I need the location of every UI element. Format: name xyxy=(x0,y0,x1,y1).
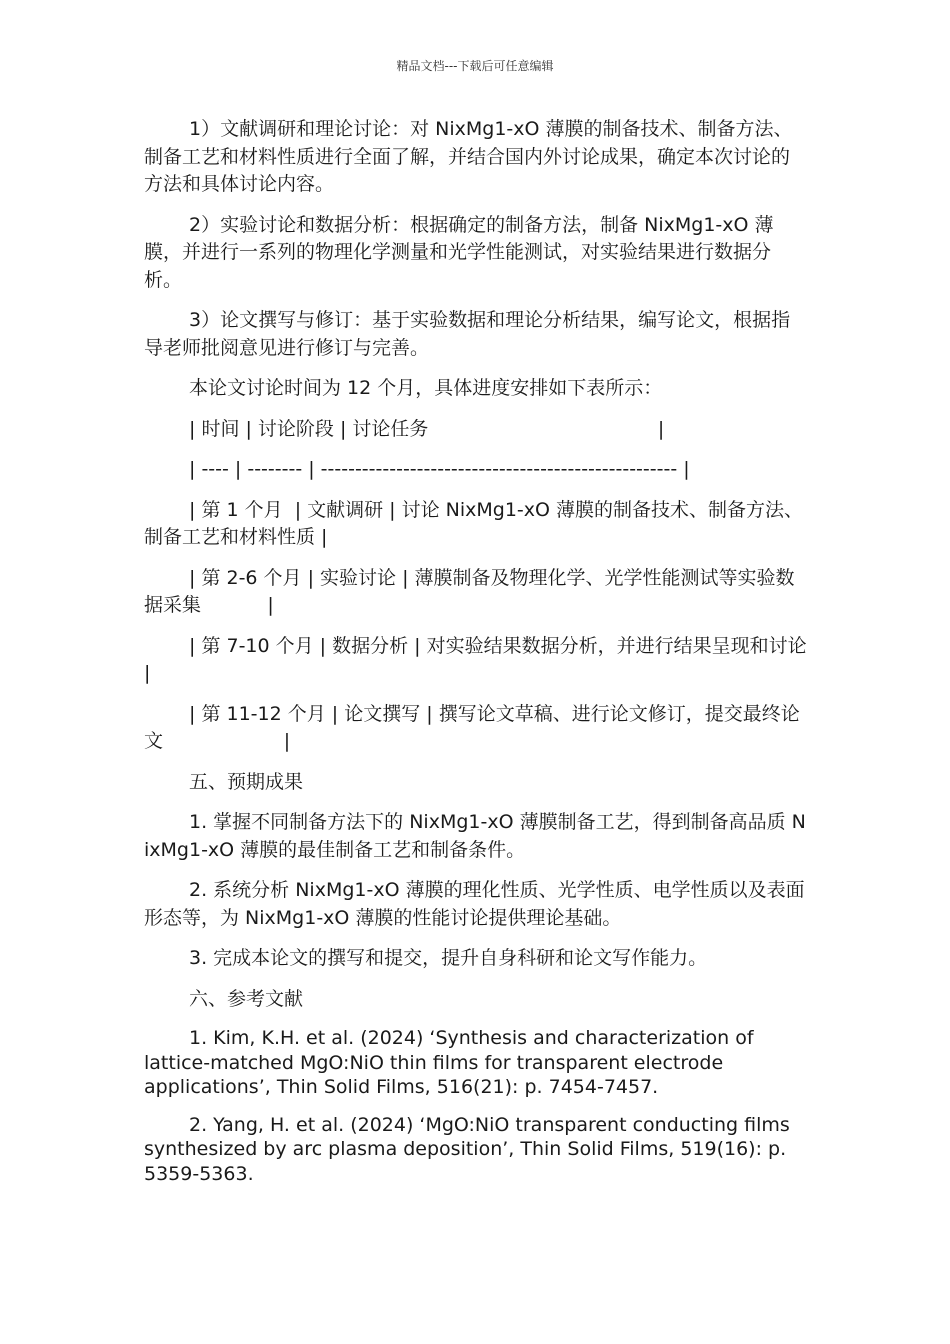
page-header: 精品文档---下载后可任意编辑 xyxy=(396,59,554,73)
reference-item: 2. Yang, H. et al. (2024) ‘MgO:NiO transparent conducting films synthesized by arc plasma deposition’, Thin Solid Films, 519(16): p. 5359-5363. xyxy=(144,1113,796,1185)
paragraph-method-2: 2）实验讨论和数据分析：根据确定的制备方法，制备 NixMg1-xO 薄膜，并进行一系列的物理化学测量和光学性能测试，对实验结果进行数据分析。 xyxy=(144,213,774,291)
schedule-table-row: | 第 1 个月 | 文献调研 | 讨论 NixMg1-xO 薄膜的制备技术、制备方法、制备工艺和材料性质 | xyxy=(144,498,804,548)
schedule-table-header: | 时间 | 讨论阶段 | 讨论任务 | xyxy=(189,417,665,440)
schedule-table-separator: | ---- | -------- | ---------------------------------------------------- | xyxy=(189,458,690,480)
section-heading-expected-results: 五、预期成果 xyxy=(189,770,304,793)
expected-result-item: 1. 掌握不同制备方法下的 NixMg1-xO 薄膜制备工艺，得到制备高品质 NixMg1-xO 薄膜的最佳制备工艺和制备条件。 xyxy=(144,811,806,861)
expected-result-item: 3. 完成本论文的撰写和提交，提升自身科研和论文写作能力。 xyxy=(189,947,708,969)
expected-result-item: 2. 系统分析 NixMg1-xO 薄膜的理化性质、光学性质、电学性质以及表面形态等，为 NixMg1-xO 薄膜的性能讨论提供理论基础。 xyxy=(144,879,805,929)
paragraph-method-3: 3）论文撰写与修订：基于实验数据和理论分析结果，编写论文，根据指导老师批阅意见进行修订与完善。 xyxy=(144,309,791,359)
schedule-table-row: | 第 2-6 个月 | 实验讨论 | 薄膜制备及物理化学、光学性能测试等实验数据采集 | xyxy=(144,566,795,616)
reference-item: 1. Kim, K.H. et al. (2024) ‘Synthesis and characterization of lattice-matched MgO:NiO thin films for transparent electrode applications’, Thin Solid Films, 516(21): p. 7454-7457. xyxy=(144,1027,760,1098)
document-body xyxy=(144,116,928,1199)
schedule-table-row: | 第 11-12 个月 | 论文撰写 | 撰写论文草稿、进行论文修订，提交最终论文 | xyxy=(144,702,800,752)
section-heading-references: 六、参考文献 xyxy=(189,987,304,1010)
paragraph-schedule-intro: 本论文讨论时间为 12 个月，具体进度安排如下表所示： xyxy=(189,377,663,399)
schedule-table-row: | 第 7-10 个月 | 数据分析 | 对实验结果数据分析，并进行结果呈现和讨论 | xyxy=(144,634,928,684)
paragraph-method-1: 1）文献调研和理论讨论：对 NixMg1-xO 薄膜的制备技术、制备方法、制备工艺和材料性质进行全面了解，并结合国内外讨论成果，确定本次讨论的方法和具体讨论内容。 xyxy=(144,118,793,195)
